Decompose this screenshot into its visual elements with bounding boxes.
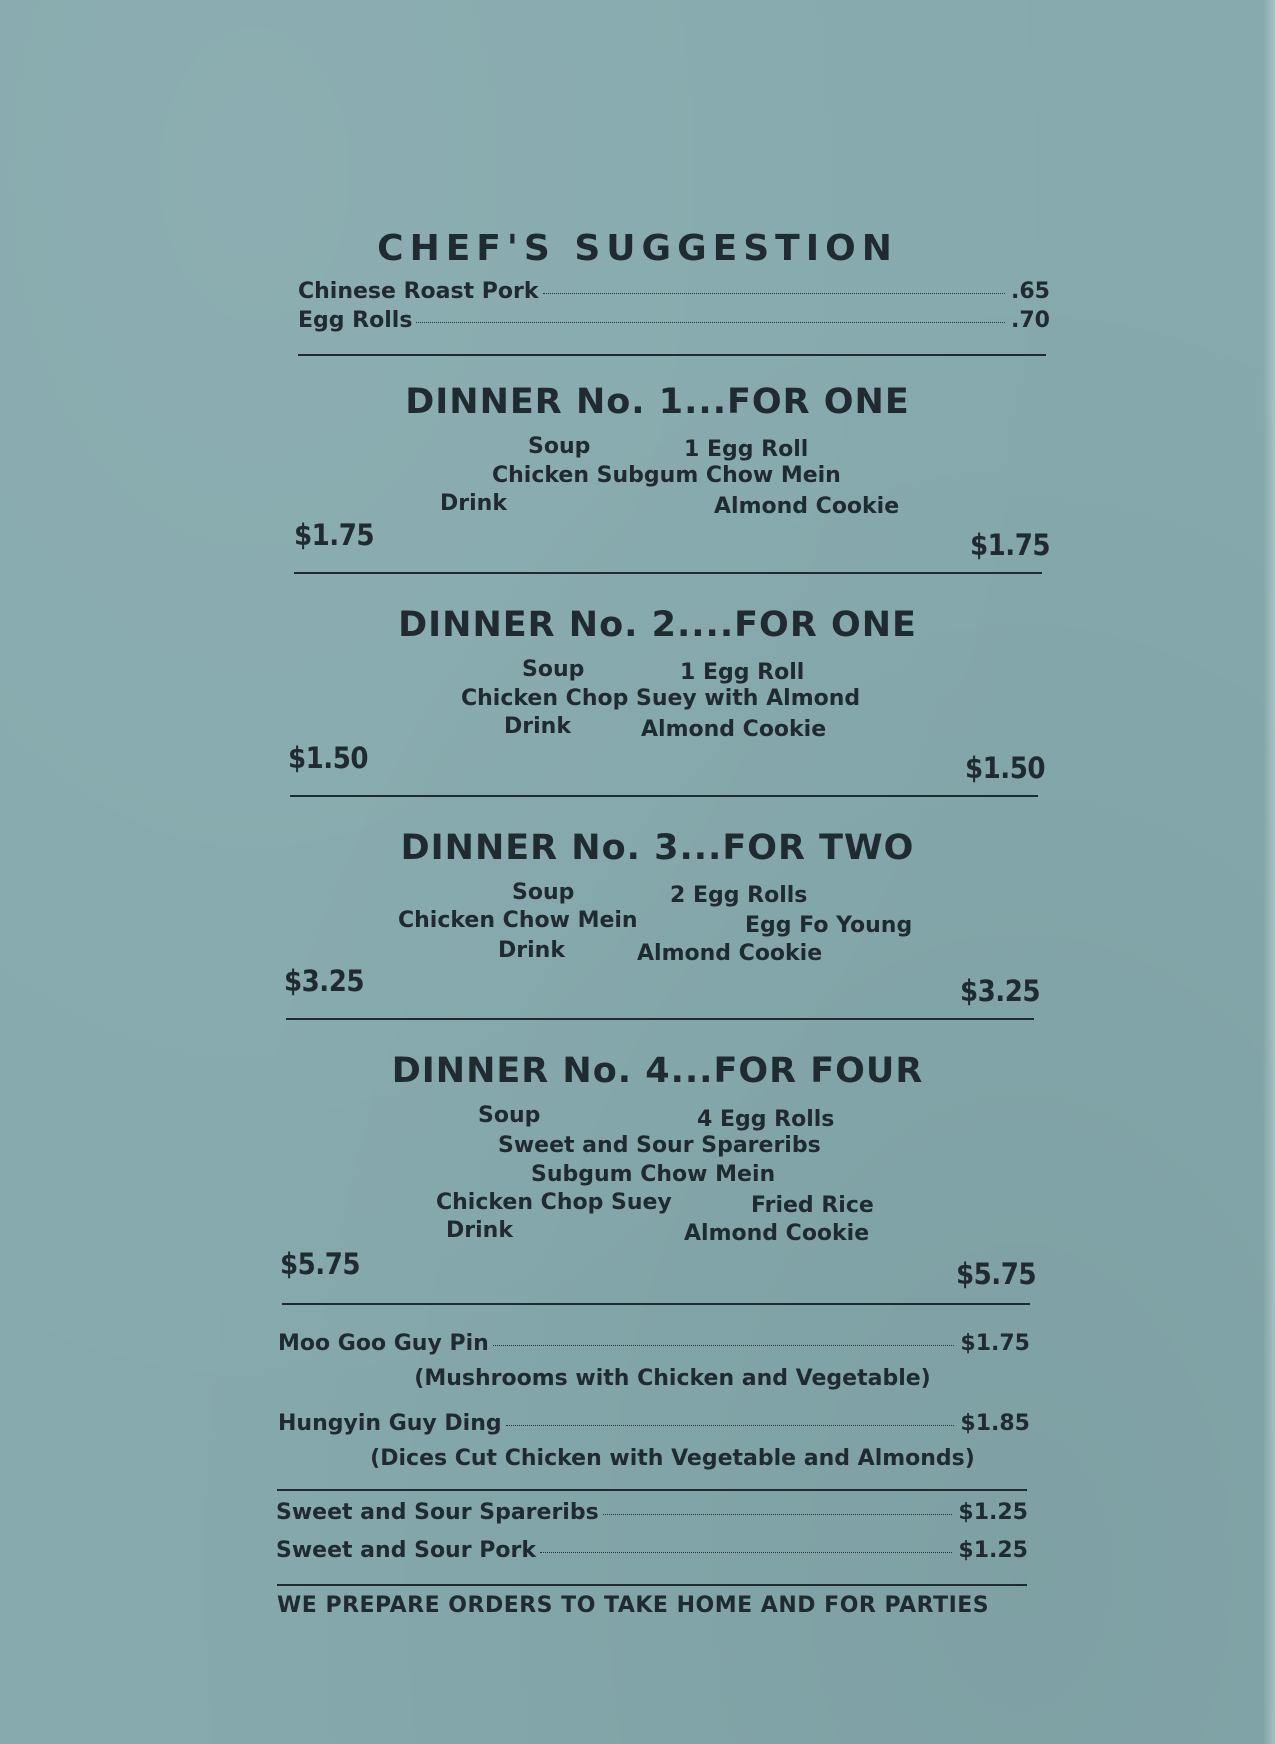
item-price: $1.75 xyxy=(960,1331,1030,1356)
dinner-4-soup: Soup xyxy=(478,1103,541,1128)
item-name: Chinese Roast Pork xyxy=(298,279,539,304)
dinner-3-price-right: $3.25 xyxy=(960,974,1041,1008)
item-price: $1.25 xyxy=(958,1500,1028,1525)
dinner-3-egg-rolls: 2 Egg Rolls xyxy=(670,883,808,908)
divider xyxy=(286,1018,1034,1020)
dinner-4-fried-rice: Fried Rice xyxy=(751,1193,874,1218)
special-moo-goo-desc: (Mushrooms with Chicken and Vegetable) xyxy=(414,1366,931,1391)
item-price: $1.85 xyxy=(960,1411,1030,1436)
item-name: Hungyin Guy Ding xyxy=(278,1411,502,1436)
dinner-2-price-right: $1.50 xyxy=(965,751,1046,785)
special-hungyin-desc: (Dices Cut Chicken with Vegetable and Almonds) xyxy=(370,1446,975,1471)
dinner-4-drink: Drink xyxy=(446,1218,513,1243)
dot-leader xyxy=(416,322,1005,323)
dinner-2-egg-roll: 1 Egg Roll xyxy=(680,660,805,685)
dinner-2-drink: Drink xyxy=(504,714,571,739)
dinner-3-price-left: $3.25 xyxy=(284,964,365,998)
dinner-4-price-left: $5.75 xyxy=(280,1247,361,1281)
dinner-4-ribs: Sweet and Sour Spareribs xyxy=(498,1133,821,1158)
dot-leader xyxy=(543,293,1006,294)
item-name: Egg Rolls xyxy=(298,308,413,333)
item-sweet-sour-spareribs xyxy=(276,1500,1028,1525)
item-name: Sweet and Sour Pork xyxy=(276,1538,536,1563)
special-hungyin-guy-ding xyxy=(278,1411,1030,1436)
dinner-1-soup: Soup xyxy=(528,434,591,459)
divider xyxy=(290,795,1038,797)
dinner-1-main: Chicken Subgum Chow Mein xyxy=(492,463,841,488)
dot-leader xyxy=(506,1425,955,1426)
item-name: Sweet and Sour Spareribs xyxy=(276,1500,599,1525)
divider xyxy=(277,1489,1027,1491)
item-name: Moo Goo Guy Pin xyxy=(278,1331,489,1356)
dot-leader xyxy=(493,1345,955,1346)
divider xyxy=(294,572,1042,574)
dinner-2-main: Chicken Chop Suey with Almond xyxy=(461,686,861,711)
dinner-4-title: DINNER No. 4...FOR FOUR xyxy=(391,1051,924,1091)
dinner-3-main: Chicken Chow Mein xyxy=(398,908,638,933)
dinner-3-soup: Soup xyxy=(512,880,575,905)
dinner-1-egg-roll: 1 Egg Roll xyxy=(684,437,809,462)
dinner-4-chow-mein: Subgum Chow Mein xyxy=(531,1162,776,1187)
dot-leader xyxy=(603,1514,953,1515)
item-price: .70 xyxy=(1011,308,1050,333)
chef-suggestion-title: CHEF'S SUGGESTION xyxy=(377,228,898,269)
dinner-2-price-left: $1.50 xyxy=(288,741,369,775)
divider xyxy=(282,1303,1030,1305)
dinner-3-cookie: Almond Cookie xyxy=(637,941,823,966)
footer-note: WE PREPARE ORDERS TO TAKE HOME AND FOR PARTIES xyxy=(277,1593,990,1618)
dinner-2-soup: Soup xyxy=(522,657,585,682)
item-price: .65 xyxy=(1011,279,1050,304)
dinner-4-cookie: Almond Cookie xyxy=(684,1221,870,1246)
dinner-1-price-left: $1.75 xyxy=(294,518,375,552)
item-sweet-sour-pork xyxy=(276,1538,1028,1563)
dinner-4-egg-rolls: 4 Egg Rolls xyxy=(697,1107,835,1132)
dinner-2-cookie: Almond Cookie xyxy=(641,717,827,742)
dot-leader xyxy=(540,1552,952,1553)
dinner-1-cookie: Almond Cookie xyxy=(714,494,900,519)
special-moo-goo-guy-pin xyxy=(278,1331,1030,1356)
dinner-1-drink: Drink xyxy=(440,491,507,516)
chef-item-egg-rolls xyxy=(298,308,1050,333)
divider xyxy=(277,1584,1027,1586)
dinner-3-drink: Drink xyxy=(498,938,565,963)
dinner-4-chop-suey: Chicken Chop Suey xyxy=(436,1190,672,1215)
item-price: $1.25 xyxy=(958,1538,1028,1563)
dinner-4-price-right: $5.75 xyxy=(956,1257,1037,1291)
dinner-1-price-right: $1.75 xyxy=(970,528,1051,562)
dinner-3-side: Egg Fo Young xyxy=(745,913,913,938)
divider xyxy=(298,354,1046,356)
dinner-1-title: DINNER No. 1...FOR ONE xyxy=(405,382,910,422)
chef-item-roast-pork xyxy=(298,279,1050,304)
dinner-2-title: DINNER No. 2....FOR ONE xyxy=(398,605,917,645)
dinner-3-title: DINNER No. 3...FOR TWO xyxy=(400,828,915,868)
